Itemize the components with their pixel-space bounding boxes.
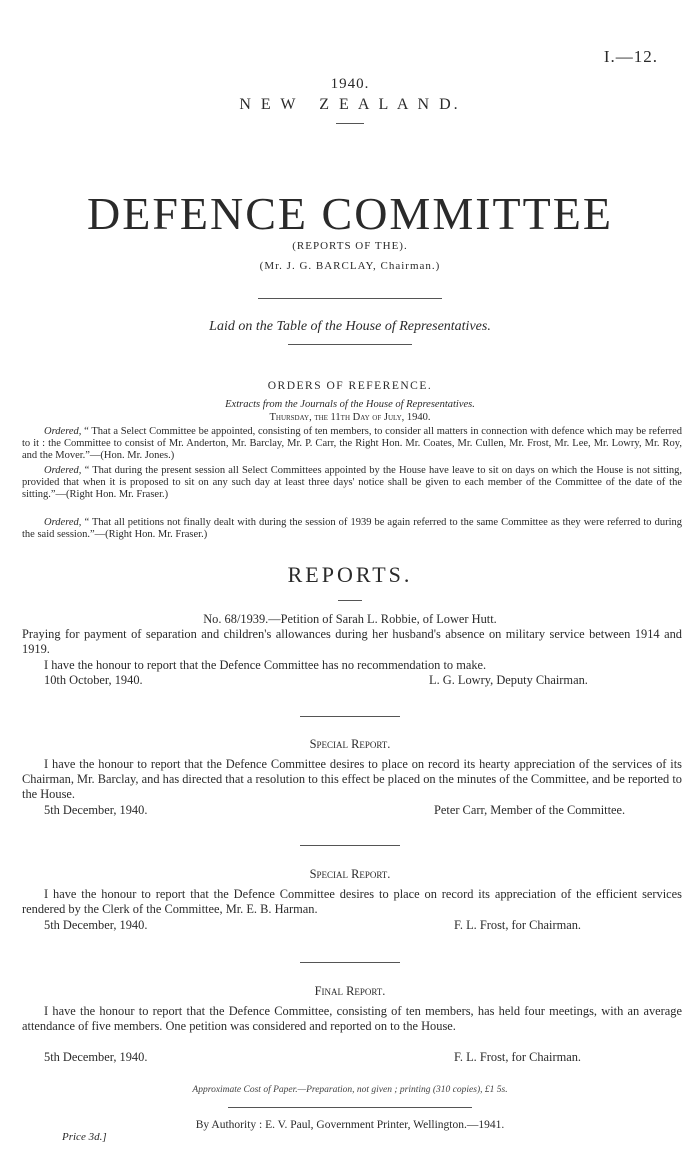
petition-text: I have the honour to report that the Defence Committee has no recommendation to make. (44, 658, 487, 672)
report-signature: L. G. Lowry, Deputy Chairman. (429, 673, 588, 687)
footer-divider (228, 1107, 472, 1108)
report-signature: Peter Carr, Member of the Committee. (434, 803, 626, 817)
ordered-label: Ordered, (44, 426, 82, 437)
special-report-heading-2: Special Report. (309, 867, 391, 881)
title-divider (258, 298, 442, 299)
header-year: 1940. (330, 76, 370, 92)
orders-heading: ORDERS OF REFERENCE. (267, 380, 433, 392)
final-report-heading: Final Report. (314, 984, 386, 998)
document-reference: I.—12. (603, 47, 658, 66)
order-text: “ That during the present session all Select Committees appointed by the House have leave to sit on days on which the House is not sitting, provided that when it is proposed to sit on any such day at least three days' notice shall be given to each member of the Committee of the date of the sitting.”—(Right Hon. Mr. Fraser.) (22, 465, 683, 500)
report-date: 5th December, 1940. (44, 918, 148, 932)
section-divider (300, 962, 400, 963)
title-subtitle: (REPORTS OF THE). (292, 240, 408, 252)
report-signature: F. L. Frost, for Chairman. (454, 1050, 582, 1064)
section-divider (300, 845, 400, 846)
special-report-text-1: I have the honour to report that the Defence Committee desires to place on record its hearty appreciation of the services of its Chairman, Mr. Barclay, and has directed that a resolution to this effect be placed on the minutes of the Committee, and be reported to the House. (22, 757, 682, 802)
special-report-heading-1: Special Report. (309, 737, 391, 751)
ordered-label: Ordered, (44, 517, 82, 528)
special-report-text-2: I have the honour to report that the Defence Committee desires to place on record its appreciation of the efficient services rendered by the Clerk of the Committee, Mr. E. B. Harman. (22, 887, 682, 917)
price-label: Price 3d.] (62, 1131, 107, 1143)
section-divider (300, 716, 400, 717)
report-signature: F. L. Frost, for Chairman. (454, 918, 582, 932)
header-country: N E W Z E A L A N D. (239, 96, 461, 113)
laid-divider (288, 344, 412, 345)
order-text: “ That all petitions not finally dealt with during the session of 1939 be again referred to the same Committee as they were referred to during the said session.”—(Right Hon. Mr. Fraser.) (22, 517, 683, 540)
order-paragraph-3 (22, 517, 682, 541)
page-title: DEFENCE COMMITTEE (87, 188, 613, 239)
title-chairman: (Mr. J. G. BARCLAY, Chairman.) (259, 260, 441, 272)
petition-title: No. 68/1939.—Petition of Sarah L. Robbie, of Lower Hutt. (203, 612, 497, 626)
orders-date: Thursday, the 11th Day of July, 1940. (269, 412, 431, 423)
report-date: 5th December, 1940. (44, 1050, 148, 1064)
reports-heading: REPORTS. (287, 562, 413, 587)
report-date: 10th October, 1940. (44, 673, 143, 687)
petition-praying: Praying for payment of separation and children's allowances during her husband's absence on military service between 1914 and 1919. (22, 627, 682, 657)
printer-authority: By Authority : E. V. Paul, Government Printer, Wellington.—1941. (195, 1119, 505, 1131)
header-divider (336, 123, 364, 124)
report-date: 5th December, 1940. (44, 803, 148, 817)
order-text: “ That a Select Committee be appointed, consisting of ten members, to consider all matters in connection with defence which may be referred to it : the Committee to consist of Mr. Anderton, Mr. Barclay, Mr. P. Carr, the Right Hon. Mr. Coates, Mr. Cullen, Mr. Frost, Mr. Lee, Mr. Lowry, Mr. Roy, and the Mover.”—(Hon. Mr. Jones.) (22, 426, 682, 461)
order-paragraph-2 (22, 465, 682, 501)
order-paragraph-1 (22, 426, 682, 462)
cost-note: Approximate Cost of Paper.—Preparation, not given ; printing (310 copies), £1 5s. (192, 1085, 508, 1095)
reports-divider (338, 600, 362, 601)
orders-extracts: Extracts from the Journals of the House of Representatives. (225, 399, 475, 410)
final-report-text: I have the honour to report that the Defence Committee, consisting of ten members, has held four meetings, with an average attendance of five members. One petition was considered and reported on to the House. (22, 1004, 682, 1034)
laid-on-table: Laid on the Table of the House of Representatives. (209, 319, 491, 334)
ordered-label: Ordered, (44, 465, 82, 476)
